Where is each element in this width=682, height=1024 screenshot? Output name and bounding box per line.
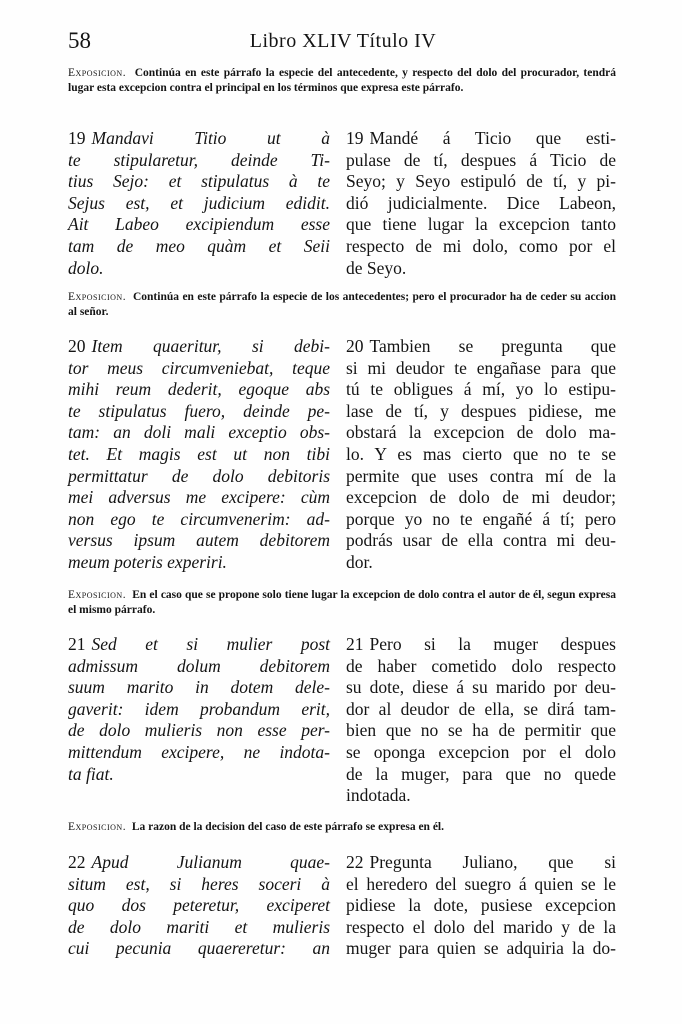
- spanish-line: tú te obligues á mí, yo lo estipu-: [346, 379, 616, 400]
- latin-line: versus ipsum autem debitorem: [68, 530, 330, 551]
- spanish-line: Seyo; y Seyo estipuló de tí, y pi-: [346, 171, 616, 192]
- spanish-line: se oponga excepcion por el dolo: [346, 741, 616, 762]
- spanish-line: respecto de mi dolo, como por el: [346, 235, 616, 256]
- spanish-line: indotada.: [346, 785, 411, 806]
- latin-line: suum marito in dotem dele-: [68, 677, 330, 698]
- latin-line: mihi reum dederit, egoque abs: [68, 379, 330, 400]
- spanish-line: permite que uses contra mí de la: [346, 465, 616, 486]
- latin-line: mei adversus me excipere: cùm: [68, 487, 330, 508]
- spanish-line: de Seyo.: [346, 257, 407, 278]
- latin-line: de dolo mariti et mulieris: [68, 916, 330, 937]
- spanish-line: de haber cometido dolo respecto: [346, 655, 616, 676]
- paragraph-number: 19: [68, 128, 86, 148]
- spanish-line: lase de tí, y despues pidiese, me: [346, 400, 616, 421]
- spanish-line: Tambien se pregunta que: [369, 336, 616, 356]
- spanish-line: pulase de tí, despues á Ticio de: [346, 149, 616, 170]
- latin-text-20: [68, 336, 330, 574]
- latin-text-22: [68, 852, 330, 960]
- spanish-line: pidiese la dote, pusiese excepcion: [346, 895, 616, 916]
- latin-line: admissum dolum debitorem: [68, 655, 330, 676]
- latin-line: gaverit: idem probandum erit,: [68, 698, 330, 719]
- page-number: 58: [68, 28, 91, 53]
- exposicion-note: [68, 820, 616, 835]
- exposicion-note: [68, 588, 616, 617]
- latin-line: tam de meo quàm et Seii: [68, 235, 330, 256]
- latin-line: dolo.: [68, 257, 104, 278]
- latin-line: Sed et si mulier post: [91, 634, 330, 654]
- spanish-line: su dote, diese á su marido por deu-: [346, 677, 616, 698]
- spanish-line: el heredero del suegro á quien se le: [346, 873, 616, 894]
- spanish-line: podrás usar de ella contra mi deu-: [346, 530, 616, 551]
- latin-line: Ait Labeo excipiendum esse: [68, 214, 330, 235]
- latin-line: non ego te circumvenerim: ad-: [68, 508, 330, 529]
- spanish-line: muger para quien se adquiria la do-: [346, 938, 616, 959]
- exposicion-label: Exposicion.: [68, 67, 127, 79]
- latin-line: quo dos peteretur, exciperet: [68, 895, 330, 916]
- spanish-text-22: [346, 852, 616, 960]
- spanish-line: Pero si la muger despues: [369, 634, 616, 654]
- latin-text-19: [68, 128, 330, 279]
- paragraph-number: 20: [68, 336, 86, 356]
- spanish-line: respecto el dolo del marido y de la: [346, 916, 616, 937]
- exposicion-text: Continúa en este párrafo la especie de los antecedentes; pero el procurador ha de ceder su accion al señor.: [68, 291, 616, 318]
- exposicion-note: [68, 290, 616, 319]
- spanish-line: dor al deudor de ella, se dirá tam-: [346, 698, 616, 719]
- paragraph-number: 21: [68, 634, 86, 654]
- spanish-line: que tiene lugar la excepcion tanto: [346, 214, 616, 235]
- spanish-text-21: [346, 634, 616, 807]
- latin-line: tam: an doli mali exceptio obs-: [68, 422, 330, 443]
- spanish-line: dor.: [346, 551, 373, 572]
- spanish-line: obstará la excepcion de dolo ma-: [346, 422, 616, 443]
- latin-line: Item quaeritur, si debi-: [91, 336, 330, 356]
- paragraph-number: 22: [68, 852, 86, 872]
- page-header: [68, 28, 618, 60]
- running-title: Libro XLIV Título IV: [249, 30, 437, 52]
- latin-line: tius Sejo: et stipulatus à te: [68, 171, 330, 192]
- latin-line: de dolo mulieris non esse per-: [68, 720, 330, 741]
- exposicion-label: Exposicion.: [68, 821, 127, 833]
- spanish-line: lo. Y es mas cierto que no te se: [346, 443, 616, 464]
- spanish-text-20: [346, 336, 616, 574]
- exposicion-text: La razon de la decision del caso de este párrafo se expresa en él.: [131, 821, 444, 833]
- latin-line: te stipulatus fuero, deinde pe-: [68, 400, 330, 421]
- spanish-line: Mandé á Ticio que esti-: [369, 128, 616, 148]
- exposicion-note: [68, 66, 616, 95]
- latin-line: Sejus est, et judicium edidit.: [68, 192, 330, 213]
- latin-line: tet. Et magis est ut non tibi: [68, 443, 330, 464]
- spanish-line: si mi deudor te engañase para que: [346, 357, 616, 378]
- spanish-text-19: [346, 128, 616, 279]
- paragraph-number: 20: [346, 336, 364, 356]
- latin-text-21: [68, 634, 330, 785]
- latin-line: Mandavi Titio ut à: [91, 128, 330, 148]
- latin-line: permittatur de dolo debitoris: [68, 465, 330, 486]
- latin-line: ta fiat.: [68, 763, 114, 784]
- latin-line: Apud Julianum quae-: [91, 852, 330, 872]
- latin-line: mittendum excipere, ne indota-: [68, 741, 330, 762]
- paragraph-number: 19: [346, 128, 364, 148]
- exposicion-label: Exposicion.: [68, 291, 127, 303]
- paragraph-number: 22: [346, 852, 364, 872]
- spanish-line: bien que no se ha de permitir que: [346, 720, 616, 741]
- exposicion-label: Exposicion.: [68, 589, 127, 601]
- exposicion-text: Continúa en este párrafo la especie del antecedente, y respecto del dolo del procurador, tendrá lugar esta excepcion contra el principal en los términos que expresa este párrafo.: [68, 67, 616, 94]
- latin-line: te stipularetur, deinde Ti-: [68, 149, 330, 170]
- latin-line: tor meus circumveniebat, teque: [68, 357, 330, 378]
- spanish-line: excepcion de dolo de mi deudor;: [346, 487, 616, 508]
- spanish-line: de la muger, para que no quede: [346, 763, 616, 784]
- spanish-line: dió judicialmente. Dice Labeon,: [346, 192, 616, 213]
- latin-line: cui pecunia quaereretur: an: [68, 938, 330, 959]
- paragraph-number: 21: [346, 634, 364, 654]
- spanish-line: Pregunta Juliano, que si: [369, 852, 616, 872]
- latin-line: situm est, si heres soceri à: [68, 873, 330, 894]
- exposicion-text: En el caso que se propone solo tiene lugar la excepcion de dolo contra el autor de él, segun expresa el mismo párrafo.: [68, 589, 616, 616]
- spanish-line: porque yo no te engañé á tí; pero: [346, 508, 616, 529]
- latin-line: meum poteris experiri.: [68, 551, 227, 572]
